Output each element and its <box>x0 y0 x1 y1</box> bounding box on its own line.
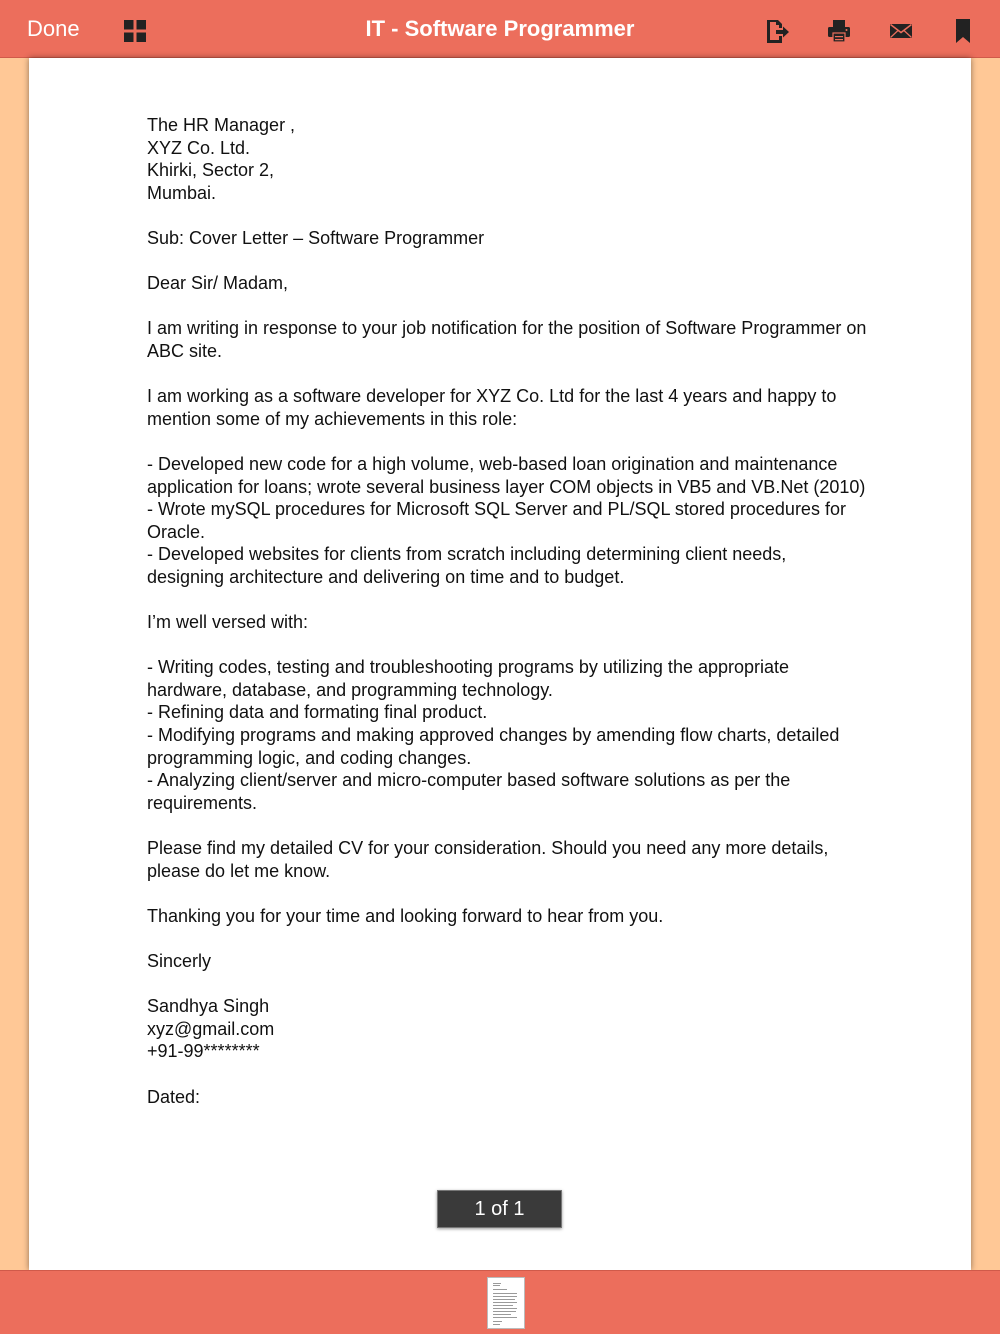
skills-intro: I’m well versed with: <box>147 612 309 633</box>
signature-phone: +91-99******** <box>147 1041 260 1062</box>
mail-icon[interactable] <box>888 18 914 44</box>
intro-paragraph: I am writing in response to your job notification for the position of Software Programmer on ABC site. <box>147 318 867 361</box>
top-toolbar <box>0 0 1000 58</box>
thanks-paragraph: Thanking you for your time and looking forward to hear from you. <box>147 905 664 926</box>
experience-paragraph: I am working as a software developer for XYZ Co. Ltd for the last 4 years and happy to mention some of my achievements in this role: <box>147 386 837 429</box>
salutation: Dear Sir/ Madam, <box>147 273 289 294</box>
grid-icon[interactable] <box>124 20 146 42</box>
export-icon[interactable] <box>764 18 790 44</box>
skill-item: - Analyzing client/server and micro-computer based software solutions as per the requirements. <box>147 770 791 813</box>
achievement-item: - Developed new code for a high volume, web-based loan origination and maintenance application for loans; wrote several business layer COM objects in VB5 and VB.Net (2010) <box>147 453 866 497</box>
signature-name: Sandhya Singh <box>147 996 270 1017</box>
document-page <box>29 58 971 1270</box>
done-button[interactable]: Done <box>27 16 80 41</box>
company-line: XYZ Co. Ltd. <box>147 137 251 158</box>
page-thumbnail[interactable] <box>487 1277 525 1329</box>
skill-item: - Modifying programs and making approved changes by amending flow charts, detailed programming logic, and coding changes. <box>147 725 840 768</box>
skill-item: - Refining data and formating final product. <box>147 702 488 723</box>
subject-line: Sub: Cover Letter – Software Programmer <box>147 227 485 248</box>
achievement-item: - Wrote mySQL procedures for Microsoft SQL Server and PL/SQL stored procedures for Oracle. <box>147 499 846 542</box>
print-icon[interactable] <box>826 18 852 44</box>
bookmark-icon[interactable] <box>950 18 976 44</box>
document-title: IT - Software Programmer <box>365 16 635 41</box>
dated-line: Dated: <box>147 1086 201 1107</box>
page-indicator: 1 of 1 <box>437 1190 562 1228</box>
signature-email: xyz@gmail.com <box>147 1018 275 1039</box>
recipient-line: The HR Manager , <box>147 115 296 135</box>
skill-item: - Writing codes, testing and troubleshooting programs by utilizing the appropriate hardware, database, and programming technology. <box>147 657 790 700</box>
cv-paragraph: Please find my detailed CV for your consideration. Should you need any more details, please do let me know. <box>147 838 829 881</box>
achievement-item: - Developed websites for clients from scratch including determining client needs, designing architecture and delivering on time and to budget. <box>147 544 787 587</box>
cover-letter-text <box>147 114 867 1131</box>
city-line: Mumbai. <box>147 182 217 203</box>
bottom-toolbar <box>0 1270 1000 1334</box>
street-line: Khirki, Sector 2, <box>147 160 275 181</box>
closing: Sincerly <box>147 950 212 971</box>
